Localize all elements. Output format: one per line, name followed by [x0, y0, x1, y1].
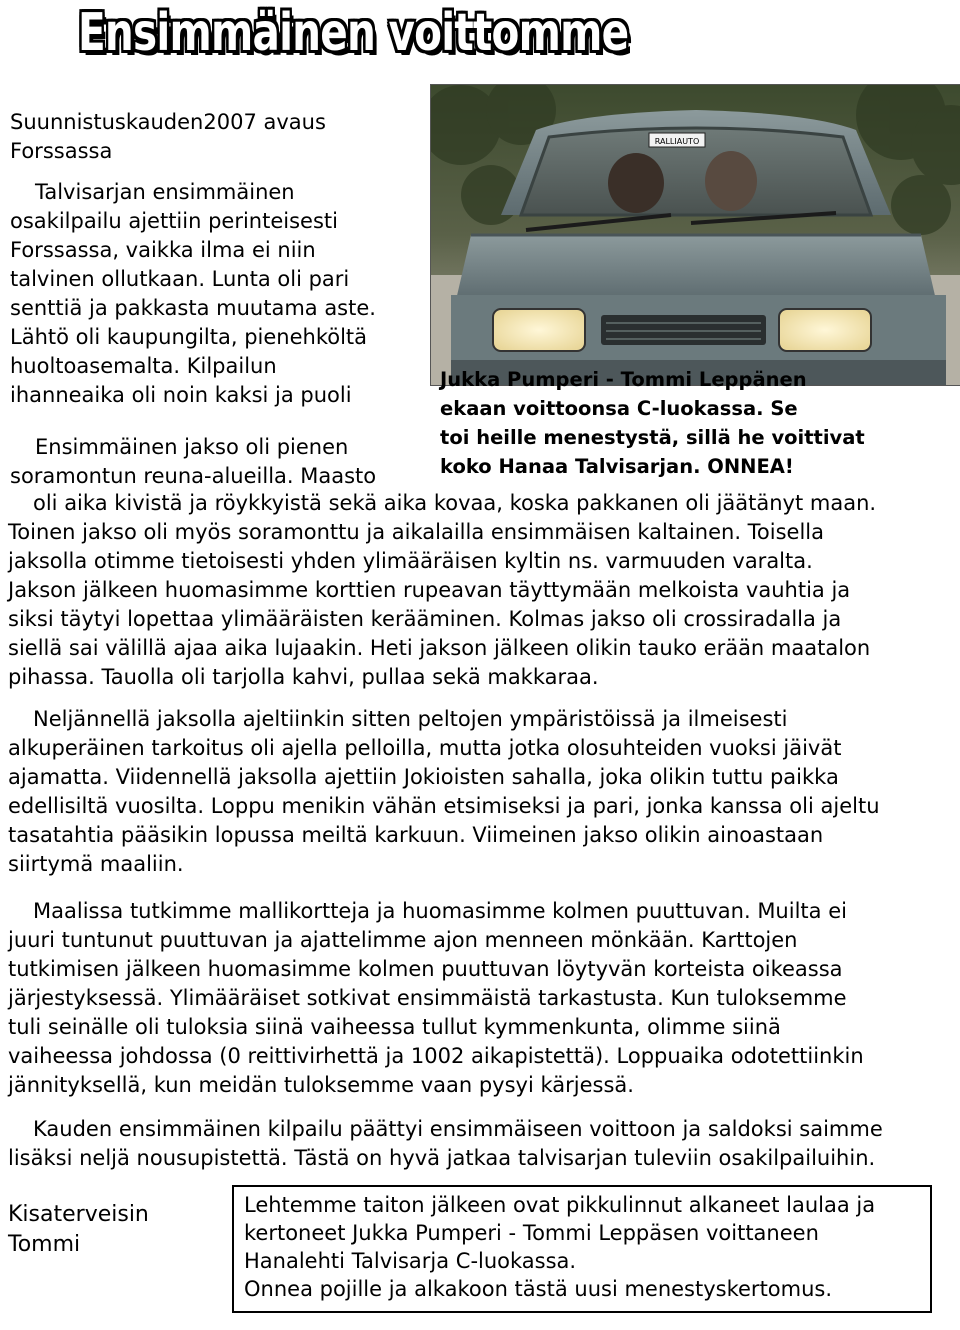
caption-line: Jukka Pumperi - Tommi Leppänen: [440, 368, 807, 391]
intro-line-2: Forssassa: [10, 139, 113, 163]
signature: [8, 1200, 149, 1260]
para4-line: tuli seinälle oli tuloksia siinä vaiheessa tullut kymmenkunta, olimme siinä: [8, 1015, 781, 1039]
para1-line: Forssassa, vaikka ilma ei niin: [10, 238, 316, 262]
caption-line: koko Hanaa Talvisarjan. ONNEA!: [440, 455, 794, 478]
para1-line: ihanneaika oli noin kaksi ja puoli: [10, 383, 352, 407]
para3-line: Neljännellä jaksolla ajeltiinkin sitten peltojen ympäristöissä ja ilmeisesti: [33, 707, 788, 731]
para2-line: soramontun reuna-alueilla. Maasto: [10, 464, 377, 488]
windshield-sticker-text: RALLIAUTO: [654, 137, 700, 146]
para2-line: siksi täytyi lopettaa ylimääräisten kerääminen. Kolmas jakso oli crossiradalla ja: [8, 607, 842, 631]
para4-line: Maalissa tutkimme mallikortteja ja huomasimme kolmen puuttuvan. Muilta ei: [33, 899, 847, 923]
article-title: Ensimmäinen voittomme: [78, 3, 629, 63]
para2-line: Ensimmäinen jakso oli pienen: [35, 435, 349, 459]
para4-line: jännityksellä, kun meidän tuloksemme vaan pysyi kärjessä.: [8, 1073, 634, 1097]
box-line: kertoneet Jukka Pumperi - Tommi Leppäsen voittaneen: [244, 1221, 819, 1245]
box-line: Hanalehti Talvisarja C-luokassa.: [244, 1249, 577, 1273]
car-photo: [430, 84, 960, 386]
para2-line: oli aika kivistä ja röykkyistä sekä aika kovaa, koska pakkanen oli jäätänyt maan.: [33, 491, 877, 515]
para5-line: lisäksi neljä nousupistettä. Tästä on hyvä jatkaa talvisarjan tuleviin osakilpailuihin.: [8, 1146, 876, 1170]
para1-line: senttiä ja pakkasta muutama aste.: [10, 296, 376, 320]
caption-line: toi heille menestystä, sillä he voittivat: [440, 426, 865, 449]
caption-line: ekaan voittoonsa C-luokassa. Se: [440, 397, 798, 420]
para4-line: juuri tuntunut puuttuvan ja ajattelimme ajon menneen mönkään. Karttojen: [8, 928, 798, 952]
para4-line: vaiheessa johdossa (0 reittivirhettä ja 1002 aikapistettä). Loppuaika odotettiinkin: [8, 1044, 864, 1068]
para2-line: jaksolla otimme tietoisesti yhden ylimääräisen kyltin ns. varmuuden varalta.: [8, 549, 813, 573]
para2-line: siellä sai välillä ajaa aika lujaakin. Heti jakson jälkeen olikin tauko erään maatalon: [8, 636, 871, 660]
para3-line: tasatahtia pääsikin lopussa meiltä karkuun. Viimeinen jakso olikin ainoastaan: [8, 823, 824, 847]
photo-caption: [440, 365, 960, 481]
para5-line: Kauden ensimmäinen kilpailu päättyi ensimmäiseen voittoon ja saldoksi saimme: [33, 1117, 883, 1141]
boxed-note: [232, 1185, 932, 1313]
signature-line: Kisaterveisin: [8, 1202, 149, 1227]
box-line: Lehtemme taiton jälkeen ovat pikkulinnut alkaneet laulaa ja: [244, 1193, 876, 1217]
para1-line: huoltoasemalta. Kilpailun: [10, 354, 277, 378]
signature-line: Tommi: [8, 1232, 81, 1257]
intro-line-1: Suunnistuskauden2007 avaus: [10, 110, 326, 134]
para1-line: talvinen ollutkaan. Lunta oli pari: [10, 267, 350, 291]
para1-line: Lähtö oli kaupungilta, pienehköltä: [10, 325, 368, 349]
box-line: Onnea pojille ja alkakoon tästä uusi menestyskertomus.: [244, 1277, 833, 1301]
para3-line: edellisiltä vuosilta. Loppu menikin vähän etsimiseksi ja pari, jonka kanssa oli ajeltu: [8, 794, 880, 818]
para3-line: siirtymä maaliin.: [8, 852, 184, 876]
para2-line: Toinen jakso oli myös soramonttu ja aikalailla ensimmäisen kaltainen. Toisella: [8, 520, 825, 544]
para3-line: alkuperäinen tarkoitus oli ajella pelloilla, mutta jotka olosuhteiden vuoksi jäivät: [8, 736, 842, 760]
para2-line: Jakson jälkeen huomasimme korttien rupeavan täyttymään melkoista vauhtia ja: [8, 578, 851, 602]
para1-line: osakilpailu ajettiin perinteisesti: [10, 209, 338, 233]
para4-line: tutkimisen jälkeen huomasimme kolmen puuttuvan löytyvän korteista oikeassa: [8, 957, 843, 981]
para3-line: ajamatta. Viidennellä jaksolla ajettiin Jokioisten sahalla, joka olikin tuttu paikka: [8, 765, 839, 789]
para1-line: Talvisarjan ensimmäinen: [35, 180, 295, 204]
para4-line: järjestyksessä. Ylimääräiset sotkivat ensimmäistä tarkastusta. Kun tuloksemme: [8, 986, 847, 1010]
para2-line: pihassa. Tauolla oli tarjolla kahvi, pullaa sekä makkaraa.: [8, 665, 599, 689]
